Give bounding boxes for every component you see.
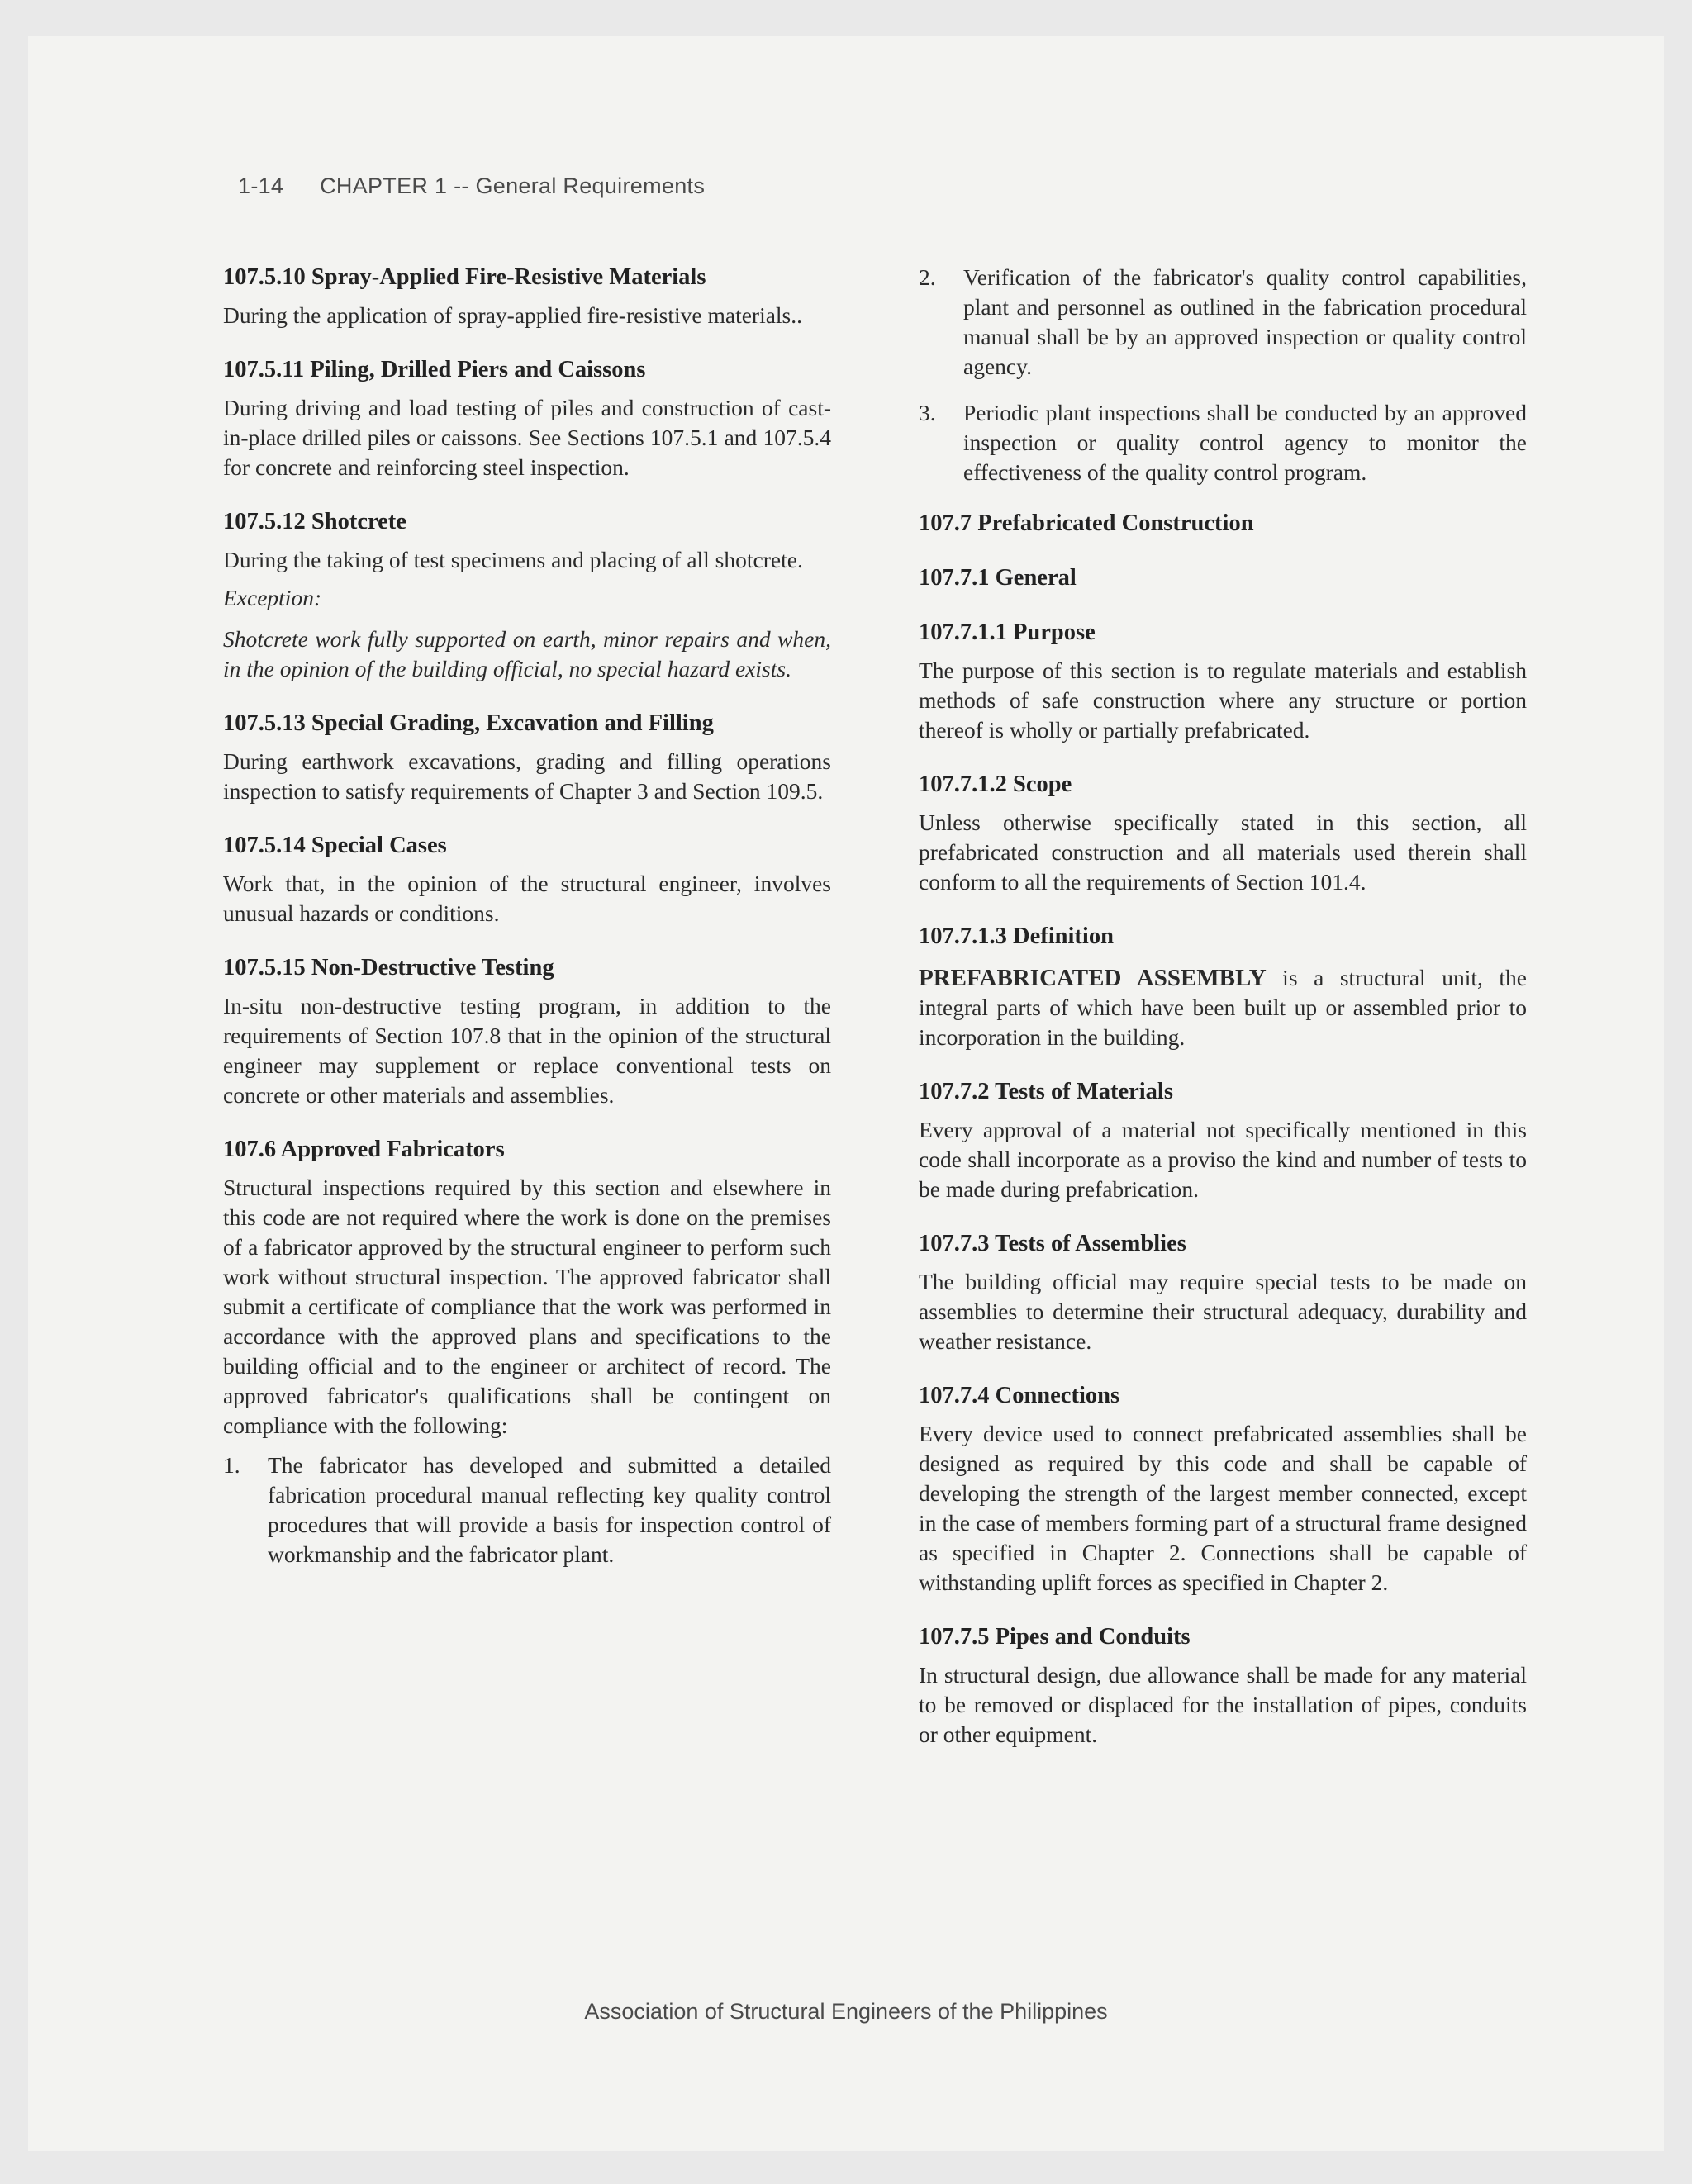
definition-text: is a structural unit, the integral parts of which have been built up or assembled prior to incorporation in the building. (919, 965, 1527, 1050)
section-heading: 107.6 Approved Fabricators (223, 1137, 505, 1162)
section-107-5-13 (223, 709, 831, 806)
section-107-7-3 (919, 1229, 1527, 1356)
page-footer: Association of Structural Engineers of the Philippines (584, 1999, 1108, 2024)
list-item-text: Verification of the fabricator's quality control capabilities, plant and personnel as outlined in the fabrication procedural manual shall be by an approved inspection or quality control agency. (963, 264, 1527, 379)
exception-label: Exception: (223, 585, 322, 610)
section-heading: 107.5.11 Piling, Drilled Piers and Caissons (223, 357, 646, 382)
left-column (223, 263, 831, 1594)
list-item (919, 263, 1527, 382)
section-107-5-14 (223, 831, 831, 928)
section-heading: 107.7.1.1 Purpose (919, 620, 1096, 645)
running-header (238, 173, 705, 199)
section-body: In-situ non-destructive testing program, in addition to the requirements of Section 107.8 that in the opinion of the structural engineer may supplement or replace conventional tests on concrete or other materials and assemblies. (223, 993, 831, 1108)
list-item-number: 3. (919, 400, 936, 425)
list-item-number: 1. (223, 1452, 240, 1478)
chapter-title: CHAPTER 1 -- General Requirements (320, 173, 706, 198)
section-107-7-2 (919, 1077, 1527, 1204)
definition-term: PREFABRICATED ASSEMBLY (919, 965, 1267, 991)
right-column (919, 263, 1527, 1774)
section-heading: 107.5.15 Non-Destructive Testing (223, 955, 554, 980)
section-heading: 107.7.1.2 Scope (919, 772, 1072, 797)
section-heading: 107.7 Prefabricated Construction (919, 510, 1254, 536)
section-heading: 107.7.1.3 Definition (919, 923, 1114, 949)
list-item (919, 398, 1527, 487)
section-body: During the application of spray-applied fire-resistive materials.. (223, 302, 803, 328)
numbered-list-continued (919, 263, 1527, 487)
section-107-7-4 (919, 1381, 1527, 1598)
list-item (223, 1450, 831, 1569)
section-107-7-1-2 (919, 770, 1527, 897)
section-107-5-11 (223, 355, 831, 482)
section-body: During earthwork excavations, grading and filling operations inspection to satisfy requirements of Chapter 3 and Section 109.5. (223, 748, 831, 804)
section-body: During the taking of test specimens and placing of all shotcrete. (223, 547, 803, 572)
section-heading: 107.7.4 Connections (919, 1383, 1120, 1408)
list-item-text: The fabricator has developed and submitted a detailed fabrication procedural manual reflecting key quality control procedures that will provide a basis for inspection control of workmanship and the fabricator plant. (268, 1452, 831, 1567)
numbered-list (223, 1450, 831, 1569)
section-body: During driving and load testing of piles and construction of cast-in-place drilled piles or caissons. See Sections 107.5.1 and 107.5.4 for concrete and reinforcing steel inspection. (223, 395, 831, 480)
list-item-number: 2. (919, 264, 936, 290)
section-107-7-5 (919, 1622, 1527, 1750)
section-heading: 107.5.13 Special Grading, Excavation and Filling (223, 710, 714, 736)
section-body: Every device used to connect prefabricated assemblies shall be designed as required by this code and shall be capable of developing the strength of the largest member connected, except in the case of members forming part of a structural frame designed as specified in Chapter 2. Connections shall be capable of withstanding uplift forces as specified in Chapter 2. (919, 1421, 1527, 1595)
section-body: In structural design, due allowance shall be made for any material to be removed or displaced for the installation of pipes, conduits or other equipment. (919, 1662, 1527, 1747)
section-body: The purpose of this section is to regulate materials and establish methods of safe construction where any structure or portion thereof is wholly or partially prefabricated. (919, 658, 1527, 743)
list-item-text: Periodic plant inspections shall be conducted by an approved inspection or quality control agency to monitor the effectiveness of the quality control program. (963, 400, 1527, 485)
section-body: Every approval of a material not specifically mentioned in this code shall incorporate as a proviso the kind and number of tests to be made during prefabrication. (919, 1117, 1527, 1202)
section-heading: 107.5.14 Special Cases (223, 833, 447, 858)
section-heading: 107.5.10 Spray-Applied Fire-Resistive Materials (223, 264, 706, 290)
section-body: Unless otherwise specifically stated in this section, all prefabricated construction and all materials used therein shall conform to all the requirements of Section 101.4. (919, 810, 1527, 895)
section-107-5-15 (223, 953, 831, 1110)
section-heading: 107.7.1 General (919, 565, 1077, 591)
section-heading: 107.5.12 Shotcrete (223, 509, 406, 534)
section-107-7-1 (919, 563, 1527, 593)
section-body: Structural inspections required by this section and elsewhere in this code are not required where the work is done on the premises of a fabricator approved by the structural engineer to perform such work without structural inspection. The approved fabricator shall submit a certificate of compliance that the work was performed in accordance with the approved plans and specifications to the building official and to the engineer or architect of record. The approved fabricator's qualifications shall be contingent on compliance with the following: (223, 1175, 831, 1438)
section-heading: 107.7.3 Tests of Assemblies (919, 1231, 1186, 1256)
exception-text: Shotcrete work fully supported on earth, minor repairs and when, in the opinion of the building official, no special hazard exists. (223, 626, 831, 681)
section-heading: 107.7.2 Tests of Materials (919, 1079, 1173, 1104)
section-107-7-1-3 (919, 922, 1527, 1052)
section-107-7 (919, 509, 1527, 539)
section-107-5-10 (223, 263, 831, 330)
section-107-6 (223, 1135, 831, 1569)
section-heading: 107.7.5 Pipes and Conduits (919, 1624, 1191, 1650)
section-body: The building official may require special tests to be made on assemblies to determine their structural adequacy, durability and weather resistance. (919, 1269, 1527, 1354)
section-107-7-1-1 (919, 618, 1527, 745)
section-body: Work that, in the opinion of the structural engineer, involves unusual hazards or conditions. (223, 871, 831, 926)
section-107-5-12 (223, 507, 831, 684)
page-number: 1-14 (238, 173, 284, 198)
